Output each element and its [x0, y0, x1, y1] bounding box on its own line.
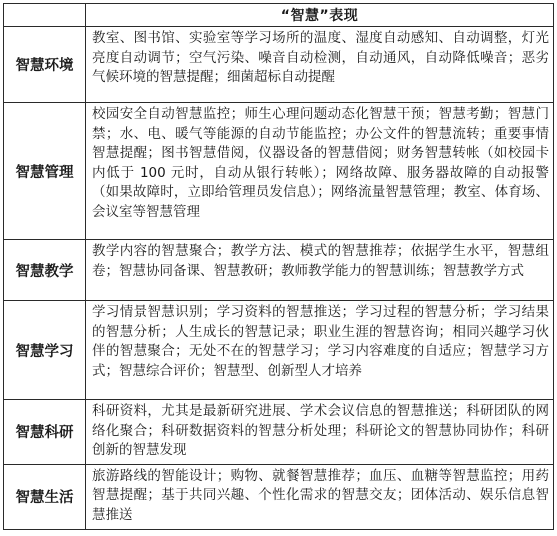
smart-campus-table	[3, 3, 554, 530]
row-category: 智慧科研	[4, 400, 86, 465]
header-empty-cell	[4, 4, 86, 27]
table-row	[4, 464, 554, 529]
row-description: 校园安全自动智慧监控；师生心理问题动态化智慧干预；智慧考勤；智慧门禁；水、电、暖气等能源的自动节能监控；办公文件的智慧流转；重要事情智慧提醒；图书智慧借阅，仪器设备的智慧借阅；财务智慧转帐（如校园卡内低于 100 元时，自动从银行转帐）；网络故障、服务器故障的自动报警（如果故障时，立即给管理员发信息）；网络流量智慧管理；教室、体育场、会议室等智慧管理	[86, 103, 554, 240]
row-description: 科研资料，尤其是最新研究进展、学术会议信息的智慧推送；科研团队的网络化聚合；科研数据资料的智慧分析处理；科研论文的智慧协同协作；科研创新的智慧发现	[86, 400, 554, 465]
row-category: 智慧管理	[4, 103, 86, 240]
header-title: “智慧”表现	[86, 4, 554, 27]
table-row	[4, 27, 554, 103]
table-header-row	[4, 4, 554, 27]
row-category: 智慧学习	[4, 301, 86, 400]
table-row	[4, 103, 554, 240]
row-description: 教室、图书馆、实验室等学习场所的温度、湿度自动感知、自动调整，灯光亮度自动调节；空气污染、噪音自动检测，自动通风，自动降低噪音；恶劣气候环境的智慧提醒；细菌超标自动提醒	[86, 27, 554, 103]
table-row	[4, 240, 554, 301]
row-description: 旅游路线的智能设计；购物、就餐智慧推荐；血压、血糖等智慧监控；用药智慧提醒；基于共同兴趣、个性化需求的智慧交友；团体活动、娱乐信息智慧推送	[86, 464, 554, 529]
row-category: 智慧环境	[4, 27, 86, 103]
row-description: 教学内容的智慧聚合；教学方法、模式的智慧推荐；依据学生水平，智慧组卷；智慧协同备课、智慧教研；教师教学能力的智慧训练；智慧教学方式	[86, 240, 554, 301]
table-row	[4, 301, 554, 400]
table-row	[4, 400, 554, 465]
row-description: 学习情景智慧识别；学习资料的智慧推送；学习过程的智慧分析；学习结果的智慧分析；人生成长的智慧记录；职业生涯的智慧咨询；相同兴趣学习伙伴的智慧聚合；无处不在的智慧学习；学习内容难度的自适应；智慧学习方式；智慧综合评价；智慧型、创新型人才培养	[86, 301, 554, 400]
row-category: 智慧教学	[4, 240, 86, 301]
row-category: 智慧生活	[4, 464, 86, 529]
